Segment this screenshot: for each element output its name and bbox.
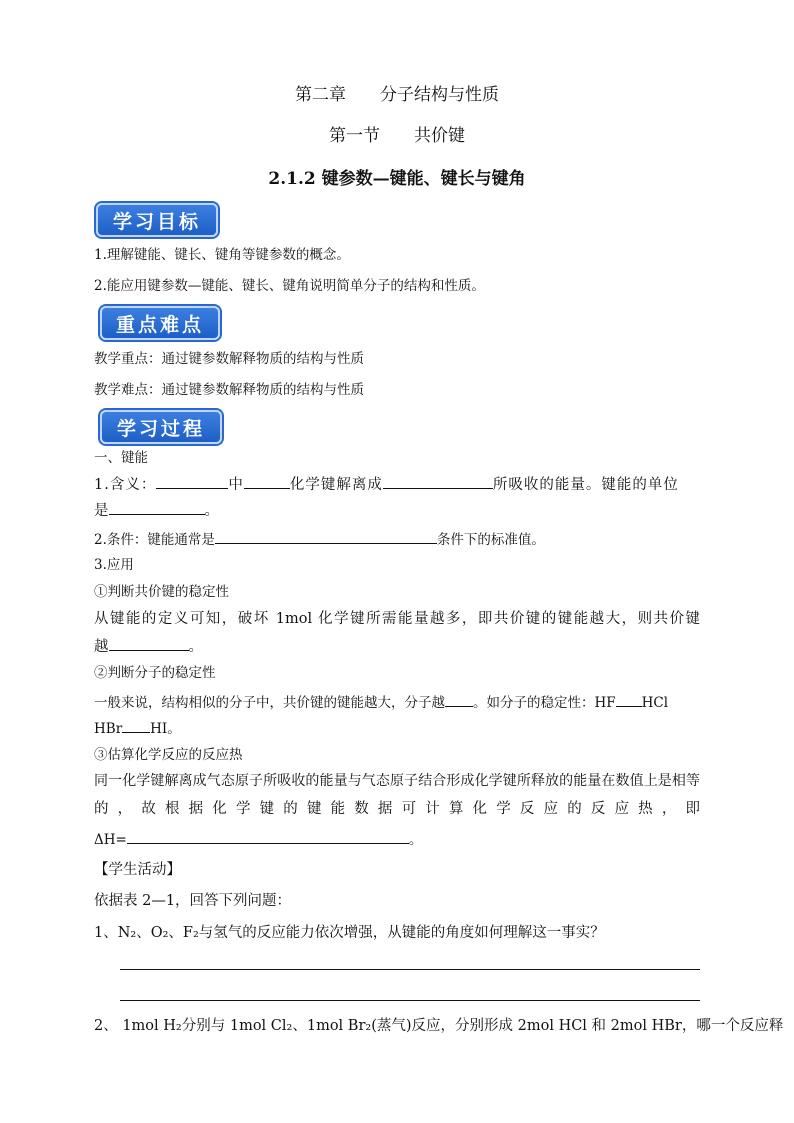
paragraph-reaction-heat: 同一化学键解离成气态原子所吸收的能量与气态原子结合形成化学键所释放的能量在数值上是相等	[94, 773, 700, 789]
blank	[109, 500, 205, 515]
blank	[383, 474, 493, 489]
chapter-title: 第二章 分子结构与性质	[295, 85, 499, 105]
definition-line-2: 是 。	[94, 500, 219, 521]
answer-line	[120, 969, 700, 970]
blank	[616, 692, 642, 707]
paragraph-reaction-heat-2: 的，故根据化学键的键能数据可计算化学反应的反应热，即	[94, 801, 700, 817]
bond-energy-heading: 一、键能	[94, 450, 148, 466]
definition-line: 1.含义： 中 化学键解离成 所吸收的能量。键能的单位	[94, 474, 700, 495]
teaching-focus: 教学重点：通过键参数解释物质的结构与性质	[94, 351, 364, 367]
paragraph-bond-stability: 从键能的定义可知，破坏 1mol 化学键所需能量越多，即共价键的键能越大，则共价键	[94, 611, 700, 627]
blank	[127, 829, 409, 844]
paragraph-reaction-heat-3: ΔH= 。	[94, 829, 422, 849]
section-title: 第一节 共价键	[329, 126, 465, 146]
teaching-difficulty: 教学难点：通过键参数解释物质的结构与性质	[94, 382, 364, 398]
goal-item: 2.能应用键参数—键能、键长、键角说明简单分子的结构和性质。	[94, 278, 485, 294]
blank	[122, 718, 150, 733]
blank	[156, 474, 228, 489]
application-heading: 3.应用	[94, 557, 134, 573]
blank	[109, 636, 189, 651]
paragraph-molecule-stability: 一般来说，结构相似的分子中，共价键的键能越大，分子越 。如分子的稳定性：HF HCl	[94, 692, 700, 712]
answer-line	[120, 1000, 700, 1001]
question-1: 1、N₂、O₂、F₂与氢气的反应能力依次增强，从键能的角度如何理解这一事实？	[94, 925, 605, 941]
sub-heading-molecule-stability: ②判断分子的稳定性	[94, 665, 216, 681]
activity-intro: 依据表 2—1，回答下列问题：	[94, 893, 292, 909]
sub-heading-reaction-heat: ③估算化学反应的反应热	[94, 747, 243, 763]
badge-key-points: 重点难点	[100, 306, 220, 340]
paragraph-molecule-stability-2: HBr HI。	[94, 718, 181, 738]
condition-line: 2.条件：键能通常是 条件下的标准值。	[94, 529, 545, 549]
sub-heading-bond-stability: ①判断共价键的稳定性	[94, 584, 229, 600]
blank	[215, 529, 437, 544]
blank	[445, 692, 473, 707]
badge-learning-goals: 学习目标	[96, 203, 218, 237]
student-activity-heading: 【学生活动】	[94, 862, 181, 878]
lesson-title: 2.1.2 键参数—键能、键长与键角	[268, 169, 526, 189]
badge-learning-process: 学习过程	[100, 410, 222, 444]
paragraph-bond-stability-2: 越 。	[94, 636, 203, 657]
goal-item: 1.理解键能、键长、键角等键参数的概念。	[94, 247, 350, 263]
blank	[244, 474, 290, 489]
question-2: 2、 1mol H₂分别与 1mol Cl₂、1mol Br₂(蒸气)反应，分别形成 2mol HCl 和 2mol HBr，哪一个反应释	[94, 1018, 784, 1034]
